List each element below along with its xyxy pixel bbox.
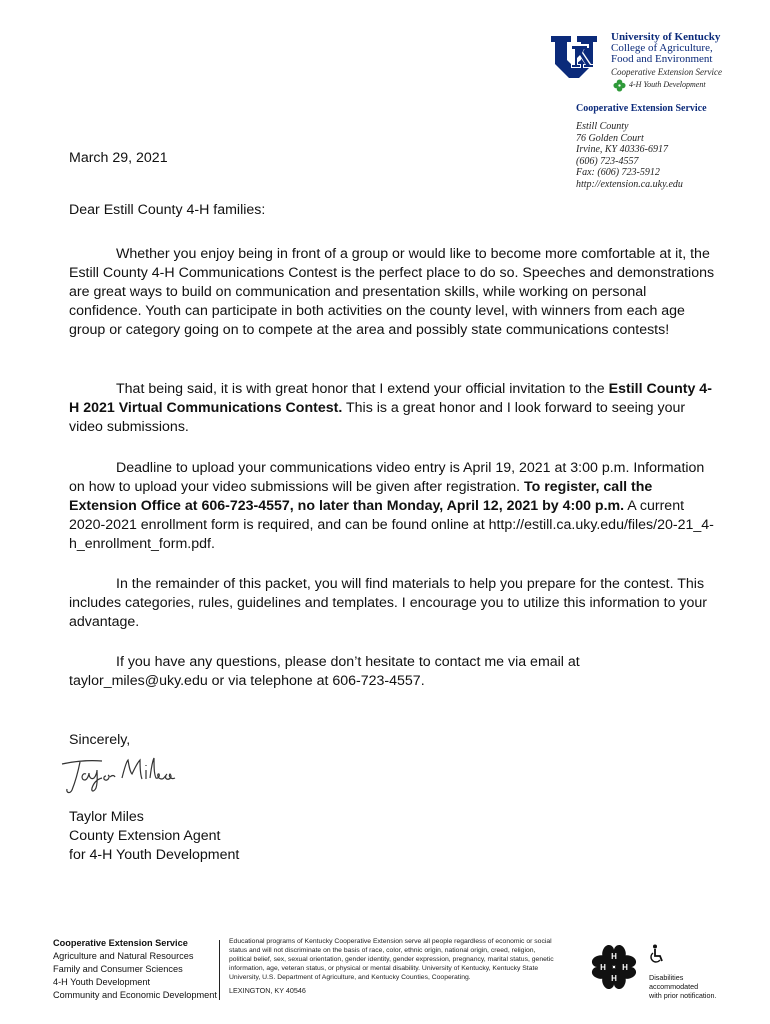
service-line: Cooperative Extension Service	[611, 67, 722, 77]
registration-notice: To register, call the Extension Office at 606-723-4557, no later than Monday, April 12, 2021 by 4:00 p.m.	[69, 479, 653, 514]
wheelchair-icon	[650, 944, 664, 964]
footer-program-item: Agriculture and Natural Resources	[53, 951, 194, 961]
salutation: Dear Estill County 4-H families:	[69, 202, 266, 218]
paragraph-text: Whether you enjoy being in front of a group or would like to become more comfortable at it, the Estill County 4-H Communications Contest is the perfect place to do so. Speeches and demonstrations are great ways to build on communication and presentation skills, while working on personal confidence. Youth can participate in both activities on the county level, with winners from each age group or category going on to compete at the area and possibly state communications contests!	[69, 246, 715, 338]
uk-logo	[549, 34, 605, 80]
accessibility-line: Disabilities	[649, 973, 684, 982]
address-line: 76 Golden Court	[576, 132, 644, 144]
paragraph-intro	[69, 245, 715, 340]
footer-program-item: Community and Economic Development	[53, 990, 217, 1000]
footer-program-item: Cooperative Extension Service	[53, 938, 188, 948]
phone-line: (606) 723-4557	[576, 155, 639, 167]
paragraph-text: If you have any questions, please don’t hesitate to contact me via email at taylor_miles@uky.edu or via telephone at 606-723-4557.	[69, 654, 580, 689]
university-wordmark	[611, 32, 722, 78]
signer-name: Taylor Miles	[69, 809, 144, 825]
footer-program-item: Family and Consumer Sciences	[53, 964, 183, 974]
svg-text:H: H	[611, 974, 617, 983]
ces-heading: Cooperative Extension Service	[576, 103, 707, 114]
four-h-clover-icon	[613, 79, 626, 92]
four-h-clover-icon	[585, 938, 643, 996]
address-line: Estill County	[576, 121, 629, 132]
address-line: Irvine, KY 40336-6917	[576, 144, 668, 155]
university-name: University of Kentucky	[611, 31, 721, 43]
office-address	[576, 121, 683, 190]
paragraph-text: In the remainder of this packet, you will find materials to help you prepare for the contest. This includes categories, rules, guidelines and templates. I encourage you to utilize this information to your advantage.	[69, 576, 708, 630]
footer-city: LEXINGTON, KY 40546	[229, 986, 306, 995]
paragraph-materials	[69, 575, 715, 632]
handwritten-signature	[58, 752, 178, 796]
svg-text:H: H	[600, 963, 606, 972]
svg-text:H: H	[622, 963, 628, 972]
accessibility-note	[649, 973, 717, 1000]
signer-title: for 4-H Youth Development	[69, 847, 240, 863]
website-line: http://extension.ca.uky.edu	[576, 178, 683, 190]
signer-title: County Extension Agent	[69, 828, 221, 844]
svg-text:H: H	[611, 952, 617, 961]
footer-programs	[53, 937, 217, 1002]
accessibility-line: with prior notification.	[649, 991, 717, 1000]
footer-statement	[229, 937, 559, 995]
college-line-1: College of Agriculture,	[611, 42, 713, 54]
youth-development-label: 4-H Youth Development	[629, 80, 706, 89]
paragraph-invitation	[69, 380, 715, 437]
closing: Sincerely,	[69, 732, 131, 748]
paragraph-contact	[69, 653, 715, 691]
paragraph-deadline	[69, 459, 715, 554]
fax-line: Fax: (606) 723-5912	[576, 167, 660, 178]
footer-divider	[219, 940, 220, 1000]
paragraph-text: This is a great honor and I look forward to seeing your video submissions.	[69, 400, 686, 435]
footer-program-item: 4-H Youth Development	[53, 977, 151, 987]
paragraph-text: That being said, it is with great honor that I extend your official invitation to the	[116, 381, 609, 397]
contest-name: Estill County 4-H 2021 Virtual Communications Contest.	[69, 381, 712, 416]
paragraph-text: A current 2020-2021 enrollment form is required, and can be found online at http://estill.ca.uky.edu/files/20-21_4-h_enrollment_form.pdf.	[69, 498, 714, 552]
college-line-2: Food and Environment	[611, 53, 713, 65]
letter-date: March 29, 2021	[69, 150, 168, 166]
accessibility-line: accommodated	[649, 982, 699, 991]
nondiscrimination-statement: Educational programs of Kentucky Cooperative Extension serve all people regardless of economic or social status and will not discriminate on the basis of race, color, ethnic origin, national origin, creed, religion, political belief, sex, sexual orientation, gender identity, gender expression, pregnancy, marital status, genetic information, age, veteran status, or physical or mental disability. University of Kentucky, Kentucky State University, U.S. Department of Agriculture, and Kentucky Counties, Cooperating.	[229, 938, 554, 981]
signature-block	[69, 808, 239, 865]
paragraph-text: Deadline to upload your communications video entry is April 19, 2021 at 3:00 p.m. Information on how to upload your video submissions will be given after registration.	[69, 460, 705, 495]
